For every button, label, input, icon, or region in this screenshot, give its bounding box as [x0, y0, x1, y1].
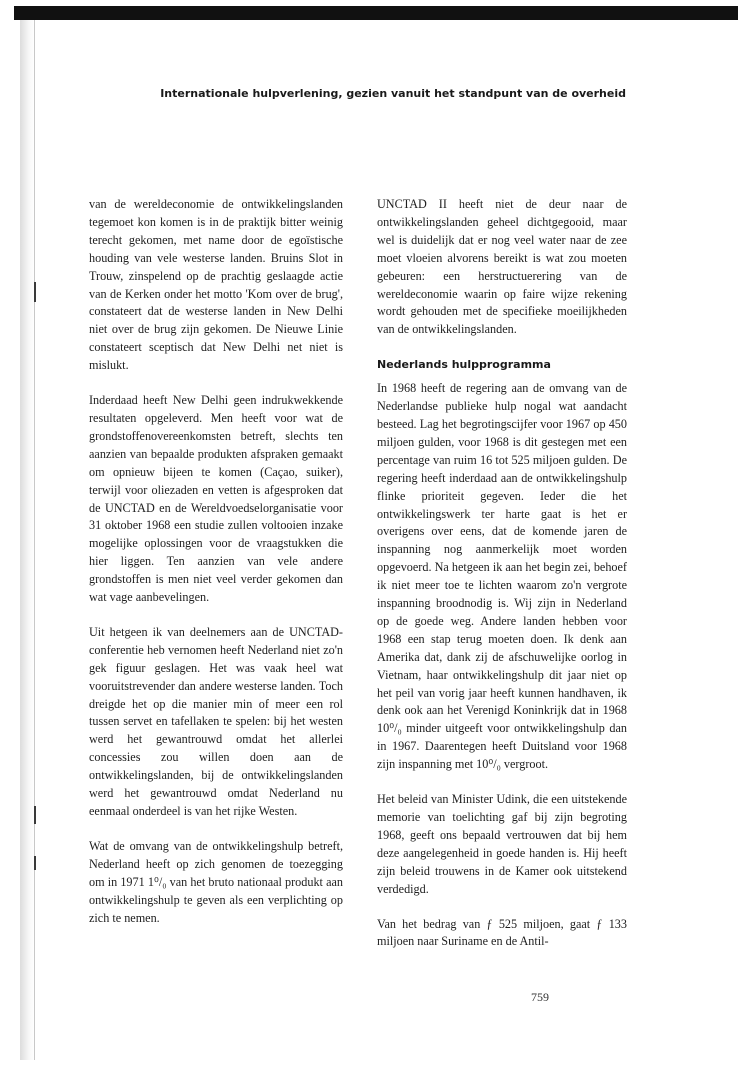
right-column	[377, 196, 627, 968]
paragraph: van de wereldeconomie de ontwikkelingslanden tegemoet kon komen is in de praktijk bitter weinig terecht gekomen, met name door de egoïstische houding van vele westerse landen. Bruins Slot in Trouw, zinspelend op de prachtig geslaagde actie van de Kerken onder het motto 'Kom over de brug', constateert dat de westerse landen in New Delhi niet over de brug zijn gekomen. De Nieuwe Linie constateert sceptisch dat New Delhi net niet is mislukt.	[89, 197, 343, 373]
scan-top-border	[14, 6, 738, 20]
paragraph: Uit hetgeen ik van deelnemers aan de UNCTAD-conferentie heb vernomen heeft Nederland niet zo'n gek figuur geslagen. Het was vaak heel wat vooruitstrevender dan andere westerse landen. Toch dreigde het op die manier min of meer een rol tussen servet en tafellaken te spelen: bij het westen werd het gewantrouwd omdat het allerlei concessies zou willen doen aan de ontwikkelingslanden, bij de ontwikkelingslanden werd het gewantrouwd omdat Nederland nu eenmaal onderdeel is van het rijke Westen.	[89, 624, 343, 818]
paragraph: Wat de omvang van de ontwikkelingshulp betreft, Nederland heeft op zich genomen de toezegging om in 1971 1⁰/₀ van het bruto nationaal produkt aan ontwikkelingshulp te geven als een verplichting op zich te nemen.	[89, 838, 343, 925]
running-head: Internationale hulpverlening, gezien vanuit het standpunt van de overheid	[160, 87, 626, 100]
paragraph: In 1968 heeft de regering aan de omvang van de Nederlandse publieke hulp nogal wat aandacht besteed. Lag het begrotingscijfer voor 1967 op 450 miljoen gulden, voor 1968 is dit gestegen met een percentage van ruim 16 tot 525 miljoen gulden. De regering heeft inderdaad aan de ontwikkelingshulp flinke prioriteit gegeven. Ieder die het ontwikkelingswerk ter harte gaat is het er overigens over eens, dat de komende jaren de inspanning nog aanmerkelijk moet worden opgevoerd. Na hetgeen ik aan het begin zei, behoef ik niet meer toe te lichten waarom zo'n vergrote inspanning broodnodig is. Wij zijn in Nederland op de goede weg. Andere landen hebben voor 1968 een stap terug moeten doen. Ik denk aan Amerika dat, dank zij de afschuwelijke oorlog in Vietnam, haar ontwikkelingshulp dit jaar niet op het peil van vorig jaar heeft kunnen handhaven, ik denk ook aan het Verenigd Koninkrijk dat in 1968 10⁰/₀ minder uitgeeft voor ontwikkelingshulp dan in 1967. Daarentegen heeft Duitsland voor 1968 zijn inspanning met 10⁰/₀ vergroot.	[377, 381, 627, 772]
section-heading: Nederlands hulpprogramma	[377, 358, 551, 372]
margin-mark	[34, 282, 36, 302]
left-column	[89, 196, 343, 944]
page-number: 759	[531, 990, 549, 1004]
margin-mark	[34, 856, 36, 870]
margin-mark	[34, 806, 36, 824]
paragraph: Het beleid van Minister Udink, die een uitstekende memorie van toelichting gaf bij zijn begroting 1968, geeft ons bepaald vertrouwen dat bij hem deze aangelegenheid in goede handen is. Hij heeft zijn beleid trouwens in de Kamer ook uitstekend verdedigd.	[377, 792, 627, 896]
paragraph: UNCTAD II heeft niet de deur naar de ontwikkelingslanden geheel dichtgegooid, maar wel is duidelijk dat er nog veel water naar de zee moet vloeien alvorens bereikt is wat zou moeten gebeuren: een herstructuerering van de wereldeconomie waarin op faire wijze rekening wordt gehouden met de specifieke moeilijkheden van de ontwikkelingslanden.	[377, 197, 627, 337]
paragraph: Van het bedrag van ƒ 525 miljoen, gaat ƒ 133 miljoen naar Suriname en de Antil-	[377, 916, 627, 949]
page-edge-line	[34, 20, 35, 1060]
paragraph: Inderdaad heeft New Delhi geen indrukwekkende resultaten opgeleverd. Men heeft voor wat de grondstoffenovereenkomsten betreft, slechts ten aanzien van bepaalde produkten afspraken gemaakt om opnieuw bijeen te komen (Caçao, suiker), terwijl voor oliezaden en vetten is afgesproken dat de UNCTAD en de Wereldvoedselorganisatie voor 31 oktober 1968 een studie zullen voltooien inzake mogelijke oplossingen voor de vraagstukken die hier liggen. Ten aanzien van vele andere grondstoffen is men niet veel verder gekomen dan wat vage aanbevelingen.	[89, 393, 343, 605]
page-binding-edge	[20, 20, 34, 1060]
